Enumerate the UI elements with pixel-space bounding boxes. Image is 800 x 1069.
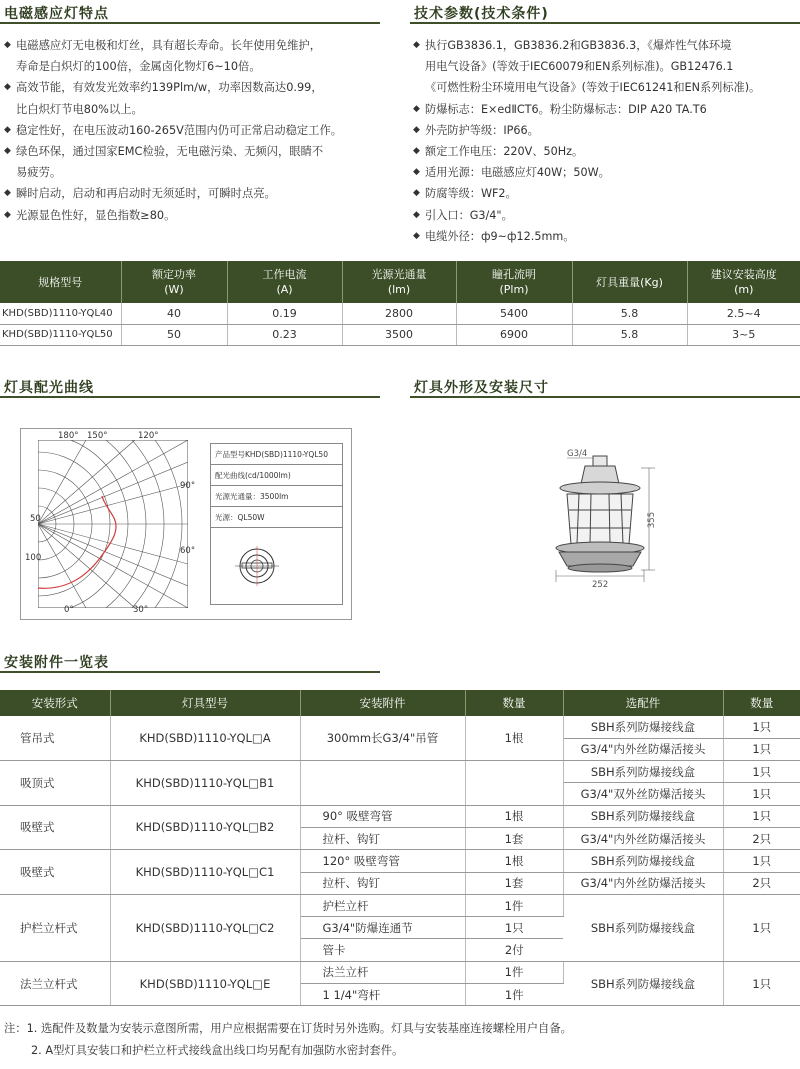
tech-item: ◆ 防腐等级：WF2。 <box>413 183 800 204</box>
table-row <box>0 850 800 872</box>
legend-curve: 配光曲线(cd/1000lm) <box>211 465 342 486</box>
install-form: 法兰立杆式 <box>0 961 110 1006</box>
table-cell: 5.8 <box>572 303 687 324</box>
angle-label-120: 120° <box>138 431 159 441</box>
option-name: SBH系列防爆接线盒 <box>563 961 723 1006</box>
option-qty: 1只 <box>723 783 800 805</box>
install-form: 吸壁式 <box>0 805 110 850</box>
accessory-qty: 1件 <box>465 961 563 983</box>
tech-item: ◆ 电缆外径：ф9~ф12.5mm。 <box>413 226 800 247</box>
table-cell: 40 <box>121 303 227 324</box>
table-cell: 0.19 <box>227 303 342 324</box>
option-name: SBH系列防爆接线盒 <box>563 894 723 961</box>
spec-header-cell: 建议安装高度 (m) <box>687 261 800 303</box>
tech-list <box>413 35 800 247</box>
lamp-model: KHD(SBD)1110-YQL□B2 <box>110 805 300 850</box>
accessory-qty: 2付 <box>465 939 563 961</box>
accessory-qty: 1根 <box>465 850 563 872</box>
install-form: 管吊式 <box>0 716 110 761</box>
feature-item: ◆ 绿色环保，通过国家EMC检验，无电磁污染、无频闪，眼睛不 易疲劳。 <box>4 141 389 183</box>
lamp-model: KHD(SBD)1110-YQL□C2 <box>110 894 300 961</box>
legend-model: 产品型号KHD(SBD)1110-YQL50 <box>211 444 342 465</box>
spec-header-cell: 光源光通量 (lm) <box>342 261 456 303</box>
height-label: 355 <box>647 511 658 529</box>
features-title: 电磁感应灯特点 <box>4 6 109 22</box>
option-name: G3/4"内外丝防爆活接头 <box>563 872 723 894</box>
angle-label-90: 90° <box>180 481 196 491</box>
angle-label-180: 180° <box>58 431 79 441</box>
accessory-name: 法兰立杆 <box>300 961 465 983</box>
option-name: G3/4"双外丝防爆活接头 <box>563 783 723 805</box>
table-row <box>0 894 800 916</box>
accessory-qty <box>465 761 563 806</box>
curve-title-rule <box>0 396 380 398</box>
feature-item: ◆ 高效节能，有效发光效率约139Plm/w，功率因数高达0.99， 比白炽灯节电80%以上。 <box>4 77 389 119</box>
table-row <box>0 761 800 783</box>
dimensions-title: 灯具外形及安装尺寸 <box>414 380 549 396</box>
accessory-qty: 1套 <box>465 827 563 849</box>
lamp-model: KHD(SBD)1110-YQL□B1 <box>110 761 300 806</box>
table-cell: KHD(SBD)1110-YQL50 <box>0 324 121 345</box>
acc-header-cell: 数量 <box>723 690 800 716</box>
thread-label: G3/4 <box>567 449 588 459</box>
accessory-qty: 1根 <box>465 805 563 827</box>
accessory-name: 90° 吸壁弯管 <box>300 805 465 827</box>
accessory-name: 拉杆、钩钉 <box>300 827 465 849</box>
curve-title: 灯具配光曲线 <box>4 380 94 396</box>
option-name: SBH系列防爆接线盒 <box>563 716 723 738</box>
feature-item: ◆ 瞬时启动，启动和再启动时无须延时，可瞬时点亮。 <box>4 183 389 204</box>
accessories-title: 安装附件一览表 <box>4 655 109 671</box>
spec-header-cell: 工作电流 (A) <box>227 261 342 303</box>
spec-header-cell: 瞳孔流明 (Plm) <box>456 261 572 303</box>
option-qty: 1只 <box>723 961 800 1006</box>
features-list <box>4 35 389 226</box>
note-2: 2. A型灯具安装口和护栏立杆式接线盒出线口均另配有加强防水密封套件。 <box>31 1044 404 1057</box>
table-cell: 2.5~4 <box>687 303 800 324</box>
spec-header-cell: 灯具重量(Kg) <box>572 261 687 303</box>
angle-label-150: 150° <box>87 431 108 441</box>
tech-item: ◆ 防爆标志：E×edⅡCT6。粉尘防爆标志：DIP A20 TA.T6 <box>413 99 800 120</box>
install-form: 护栏立杆式 <box>0 894 110 961</box>
option-qty: 1只 <box>723 761 800 783</box>
spec-table <box>0 261 800 346</box>
acc-header-cell: 数量 <box>465 690 563 716</box>
table-cell: KHD(SBD)1110-YQL40 <box>0 303 121 324</box>
tech-item: ◆ 引入口：G3/4"。 <box>413 205 800 226</box>
accessories-title-rule <box>0 671 380 673</box>
acc-header-cell: 安装附件 <box>300 690 465 716</box>
lamp-model: KHD(SBD)1110-YQL□C1 <box>110 850 300 895</box>
dimensions-title-rule <box>410 396 800 398</box>
accessory-name: 护栏立杆 <box>300 894 465 916</box>
radial-label-50: 50 <box>30 514 41 524</box>
radial-label-100: 100 <box>25 553 42 563</box>
tech-title: 技术参数(技术条件) <box>414 6 549 22</box>
spec-header-cell: 额定功率 (W) <box>121 261 227 303</box>
accessory-name <box>300 761 465 806</box>
polar-grid <box>38 440 188 608</box>
features-title-rule <box>0 22 380 24</box>
feature-item: ◆ 稳定性好，在电压波动160-265V范围内仍可正常启动稳定工作。 <box>4 120 389 141</box>
option-name: G3/4"内外丝防爆活接头 <box>563 827 723 849</box>
option-name: SBH系列防爆接线盒 <box>563 850 723 872</box>
angle-label-0: 0° <box>64 605 74 615</box>
spec-header-row <box>0 261 800 303</box>
angle-label-30: 30° <box>133 605 149 615</box>
feature-item: ◆ 电磁感应灯无电极和灯丝，具有超长寿命。长年使用免维护， 寿命是白炽灯的100倍，金属卤化物灯6~10倍。 <box>4 35 389 77</box>
option-qty: 1只 <box>723 716 800 738</box>
option-qty: 2只 <box>723 872 800 894</box>
lamp-model: KHD(SBD)1110-YQL□A <box>110 716 300 761</box>
table-row <box>0 303 800 324</box>
tech-item: ◆ 额定工作电压：220V、50Hz。 <box>413 141 800 162</box>
accessories-table <box>0 690 800 1006</box>
tech-item: ◆ 适用光源：电磁感应灯40W；50W。 <box>413 162 800 183</box>
table-cell: 6900 <box>456 324 572 345</box>
acc-header-cell: 选配件 <box>563 690 723 716</box>
accessory-qty: 1套 <box>465 872 563 894</box>
table-row <box>0 805 800 827</box>
accessory-qty: 1只 <box>465 917 563 939</box>
accessory-qty: 1根 <box>465 716 563 761</box>
accessory-name: 1 1/4"弯杆 <box>300 984 465 1006</box>
lamp-model: KHD(SBD)1110-YQL□E <box>110 961 300 1006</box>
table-row <box>0 324 800 345</box>
option-name: SBH系列防爆接线盒 <box>563 761 723 783</box>
acc-header-cell: 灯具型号 <box>110 690 300 716</box>
width-label: 252 <box>592 580 609 590</box>
accessory-name: 120° 吸壁弯管 <box>300 850 465 872</box>
feature-item: ◆ 光源显色性好，显色指数≥80。 <box>4 205 389 226</box>
table-row <box>0 961 800 983</box>
accessory-name: G3/4"防爆连通节 <box>300 917 465 939</box>
tech-title-rule <box>410 22 800 24</box>
option-qty: 1只 <box>723 738 800 760</box>
curve-legend <box>210 443 343 605</box>
table-cell: 50 <box>121 324 227 345</box>
option-qty: 1只 <box>723 850 800 872</box>
table-cell: 2800 <box>342 303 456 324</box>
accessory-name: 300mm长G3/4"吊管 <box>300 716 465 761</box>
polar-grid-spokes <box>38 440 188 608</box>
table-cell: 5.8 <box>572 324 687 345</box>
option-qty: 1只 <box>723 805 800 827</box>
table-cell: 3500 <box>342 324 456 345</box>
lamp-top-view <box>211 528 342 603</box>
angle-label-60: 60° <box>180 546 196 556</box>
table-cell: 0.23 <box>227 324 342 345</box>
option-qty: 1只 <box>723 894 800 961</box>
legend-flux: 光源光通量：3500lm <box>211 486 342 507</box>
acc-header-cell: 安装形式 <box>0 690 110 716</box>
table-row <box>0 716 800 738</box>
acc-header-row <box>0 690 800 716</box>
install-form: 吸顶式 <box>0 761 110 806</box>
table-cell: 3~5 <box>687 324 800 345</box>
tech-item: ◆ 外壳防护等级：IP66。 <box>413 120 800 141</box>
notes <box>4 1018 572 1062</box>
option-name: G3/4"内外丝防爆活接头 <box>563 738 723 760</box>
accessory-qty: 1件 <box>465 894 563 916</box>
option-name: SBH系列防爆接线盒 <box>563 805 723 827</box>
accessory-name: 管卡 <box>300 939 465 961</box>
note-1: 注：1. 选配件及数量为安装示意图所需，用户应根据需要在订货时另外选购。灯具与安装基座连接螺栓用户自备。 <box>4 1022 572 1035</box>
install-form: 吸壁式 <box>0 850 110 895</box>
option-qty: 2只 <box>723 827 800 849</box>
accessory-qty: 1件 <box>465 984 563 1006</box>
accessory-name: 拉杆、钩钉 <box>300 872 465 894</box>
table-cell: 5400 <box>456 303 572 324</box>
legend-source: 光源：QL50W <box>211 507 342 528</box>
spec-header-cell: 规格型号 <box>0 261 121 303</box>
distribution-curve <box>38 496 116 588</box>
tech-item: ◆ 执行GB3836.1，GB3836.2和GB3836.3，《爆炸性气体环境 用电气设备》(等效于IEC60079和EN系列标准)。GB12476.1 《可燃性粉尘环境用电气设备》(等效于IEC61241和EN系列标准)。 <box>413 35 800 99</box>
